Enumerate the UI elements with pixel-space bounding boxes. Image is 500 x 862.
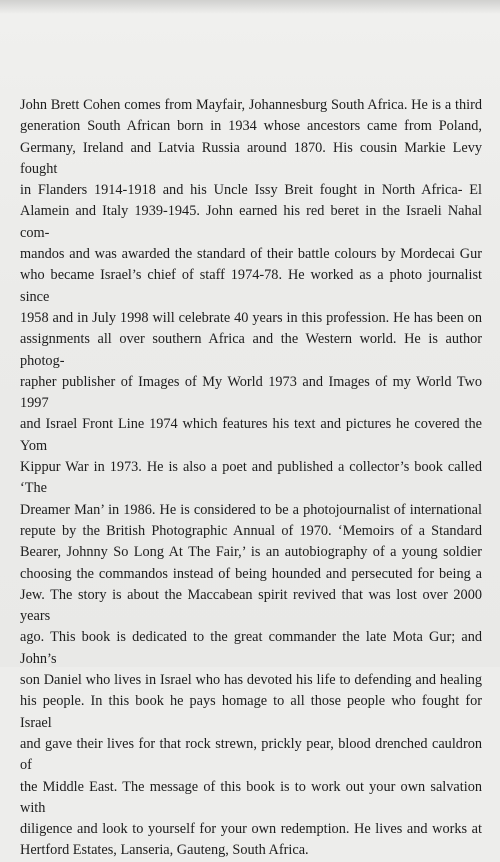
biography-line: and gave their lives for that rock strewn, prickly pear, blood drenched cauldron of — [20, 735, 482, 774]
biography-line: ago. This book is dedicated to the great commander the late Mota Gur; and John’s — [20, 629, 482, 667]
biography-line: choosing the commandos instead of being hounded and persecuted for being a — [20, 565, 482, 582]
biography-line: generation South African born in 1934 whose ancestors came from Poland, — [20, 118, 482, 135]
biography-line: his people. In this book he pays homage to all those people who fought for Israel — [20, 693, 482, 731]
page-top-shadow — [0, 0, 500, 14]
biography-line: Jew. The story is about the Maccabean spirit revived that was lost over 2000 years — [20, 586, 482, 625]
biography-line: Germany, Ireland and Latvia Russia around 1870. His cousin Markie Levy fought — [20, 139, 482, 177]
biography-line: John Brett Cohen comes from Mayfair, Johannesburg South Africa. He is a third — [20, 97, 482, 113]
biography-line: Alamein and Italy 1939-1945. John earned his red beret in the Israeli Nahal com- — [20, 203, 482, 241]
biography-line: in Flanders 1914-1918 and his Uncle Issy Breit fought in North Africa- El — [20, 182, 482, 199]
biography-line: rapher publisher of Images of My World 1973 and Images of my World Two 1997 — [20, 373, 482, 412]
biography-line: who became Israel’s chief of staff 1974-78. He worked as a photo journalist since — [20, 267, 482, 305]
biography-line: diligence and look to yourself for your own redemption. He lives and works at — [20, 821, 482, 838]
biography-line: repute by the British Photographic Annual of 1970. ‘Memoirs of a Standard — [20, 522, 482, 539]
biography-line: son Daniel who lives in Israel who has devoted his life to defending and healing — [20, 672, 482, 689]
biography-line: 1958 and in July 1998 will celebrate 40 years in this profession. He has been on — [20, 309, 482, 326]
biography-line: assignments all over southern Africa and the Western world. He is author photog- — [20, 331, 482, 369]
biography-line-last: Hertford Estates, Lanseria, Gauteng, South Africa. — [20, 842, 309, 859]
biography-line: and Israel Front Line 1974 which features his text and pictures he covered the Yom — [20, 416, 482, 454]
biography-line: mandos and was awarded the standard of their battle colours by Mordecai Gur — [20, 246, 482, 263]
biography-line: Dreamer Man’ in 1986. He is considered to be a photojournalist of international — [20, 501, 482, 518]
biography-line: the Middle East. The message of this book is to work out your own salvation with — [20, 778, 482, 816]
biography-line: Kippur War in 1973. He is also a poet and published a collector’s book called ‘The — [20, 459, 482, 497]
biography-line: Bearer, Johnny So Long At The Fair,’ is an autobiography of a young soldier — [20, 544, 482, 561]
author-biography — [20, 95, 482, 862]
